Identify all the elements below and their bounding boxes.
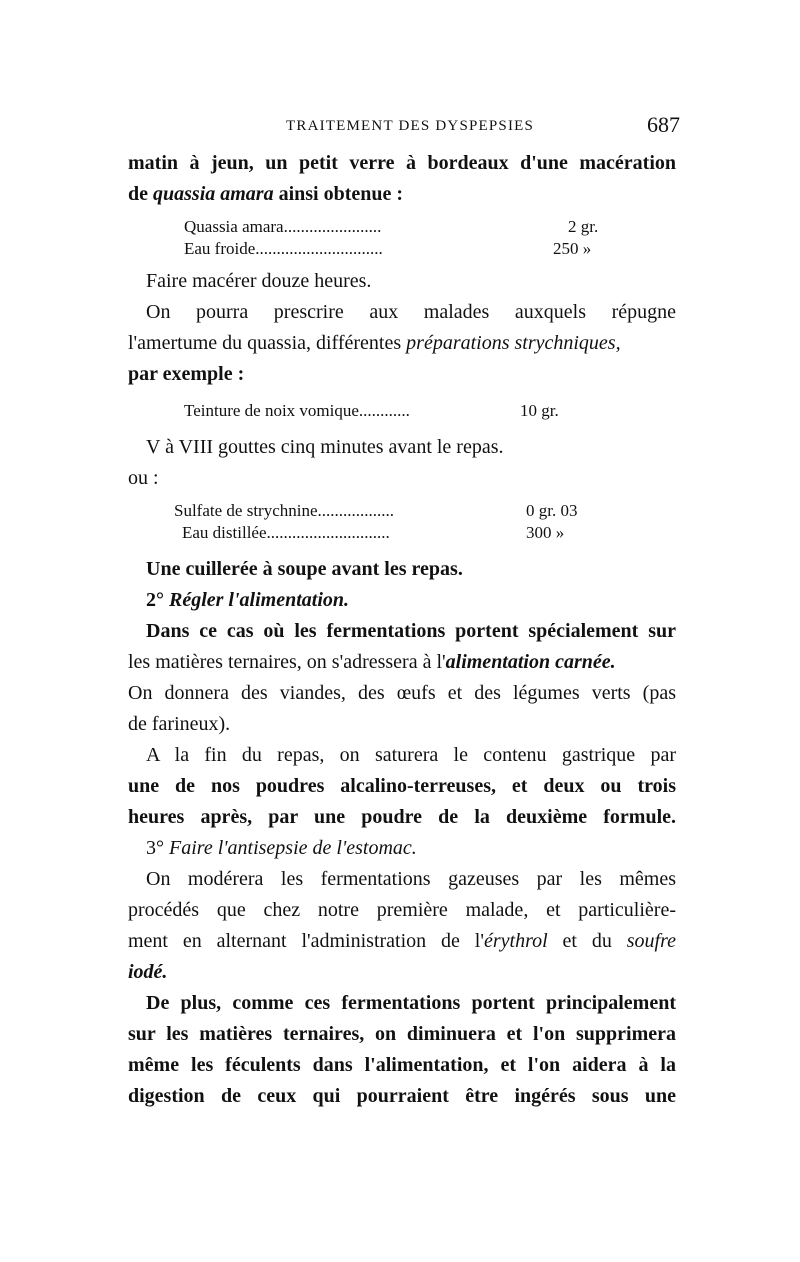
text-line: par exemple : <box>128 363 245 385</box>
italic-term: soufre <box>626 930 677 952</box>
italic-term: préparations strychniques, <box>406 332 621 354</box>
text-line <box>128 957 676 988</box>
text-line: procédés que chez notre première malade, et particulière- <box>128 899 676 921</box>
text-line: matin à jeun, un petit verre à bordeaux d'une macération <box>128 152 676 174</box>
recipe-row <box>128 216 676 238</box>
recipe-ingredient: Eau distillée............................. <box>182 523 390 542</box>
text-line: de farineux). <box>128 713 231 735</box>
page-number: 687 <box>647 112 680 137</box>
section-heading: 3° Faire l'antisepsie de l'estomac. <box>146 837 417 859</box>
italic-term: quassia amara <box>153 183 274 205</box>
text-line: On modérera les fermentations gazeuses par les mêmes <box>146 868 676 890</box>
italic-term: alimentation carnée. <box>445 651 616 673</box>
recipe-dose: 10 gr. <box>520 401 559 420</box>
page-header <box>128 112 680 142</box>
recipe-dose: 250 » <box>553 239 592 258</box>
recipe-ingredient: Teinture de noix vomique............ <box>184 401 410 420</box>
text-line: ou : <box>128 467 159 489</box>
italic-term: érythrol <box>483 930 548 952</box>
recipe-row <box>128 500 676 522</box>
italic-term: iodé. <box>128 961 168 983</box>
recipe-ingredient: Quassia amara....................... <box>184 217 382 236</box>
running-head: TRAITEMENT DES DYSPEPSIES <box>286 118 535 134</box>
recipe-row <box>128 238 676 260</box>
text-line: Une cuillerée à soupe avant les repas. <box>146 558 463 580</box>
text-line: Faire macérer douze heures. <box>146 270 372 292</box>
text-line: même les féculents dans l'alimentation, et l'on aidera à la <box>128 1054 676 1076</box>
text-line: les matières ternaires, on s'adressera à l'alimentation carnée. <box>128 651 616 673</box>
recipe-ingredient: Eau froide.............................. <box>184 239 383 258</box>
text-line: On pourra prescrire aux malades auxquels répugne <box>146 301 676 323</box>
text-line: A la fin du repas, on saturera le contenu gastrique par <box>146 744 676 766</box>
recipe-dose: 2 gr. <box>568 217 599 236</box>
italic-term: Régler l'alimentation. <box>169 589 350 611</box>
text-line: sur les matières ternaires, on diminuera et l'on supprimera <box>128 1023 676 1045</box>
text-line: ment en alternant l'administration de l'érythrol et du soufre <box>128 930 677 952</box>
text-line: De plus, comme ces fermentations portent principalement <box>146 992 676 1014</box>
text-line: heures après, par une poudre de la deuxième formule. <box>128 806 676 828</box>
recipe-dose: 0 gr. 03 <box>526 501 578 520</box>
text-line: de quassia amara ainsi obtenue : <box>128 183 404 205</box>
text-line: l'amertume du quassia, différentes préparations strychniques, <box>128 332 621 354</box>
text-line: V à VIII gouttes cinq minutes avant le repas. <box>146 436 504 458</box>
text-line: On donnera des viandes, des œufs et des légumes verts (pas <box>128 682 676 704</box>
recipe-row <box>128 400 676 422</box>
section-heading: 2° Régler l'alimentation. <box>146 589 350 611</box>
recipe-ingredient: Sulfate de strychnine.................. <box>174 501 395 520</box>
page-body <box>128 148 676 1112</box>
text-line: Dans ce cas où les fermentations portent spécialement sur <box>146 620 676 642</box>
text-line: une de nos poudres alcalino-terreuses, et deux ou trois <box>128 775 676 797</box>
recipe-dose: 300 » <box>526 523 565 542</box>
text-line: digestion de ceux qui pourraient être ingérés sous une <box>128 1085 676 1107</box>
recipe-row <box>128 522 676 544</box>
italic-term: Faire l'antisepsie de l'estomac. <box>169 837 417 859</box>
